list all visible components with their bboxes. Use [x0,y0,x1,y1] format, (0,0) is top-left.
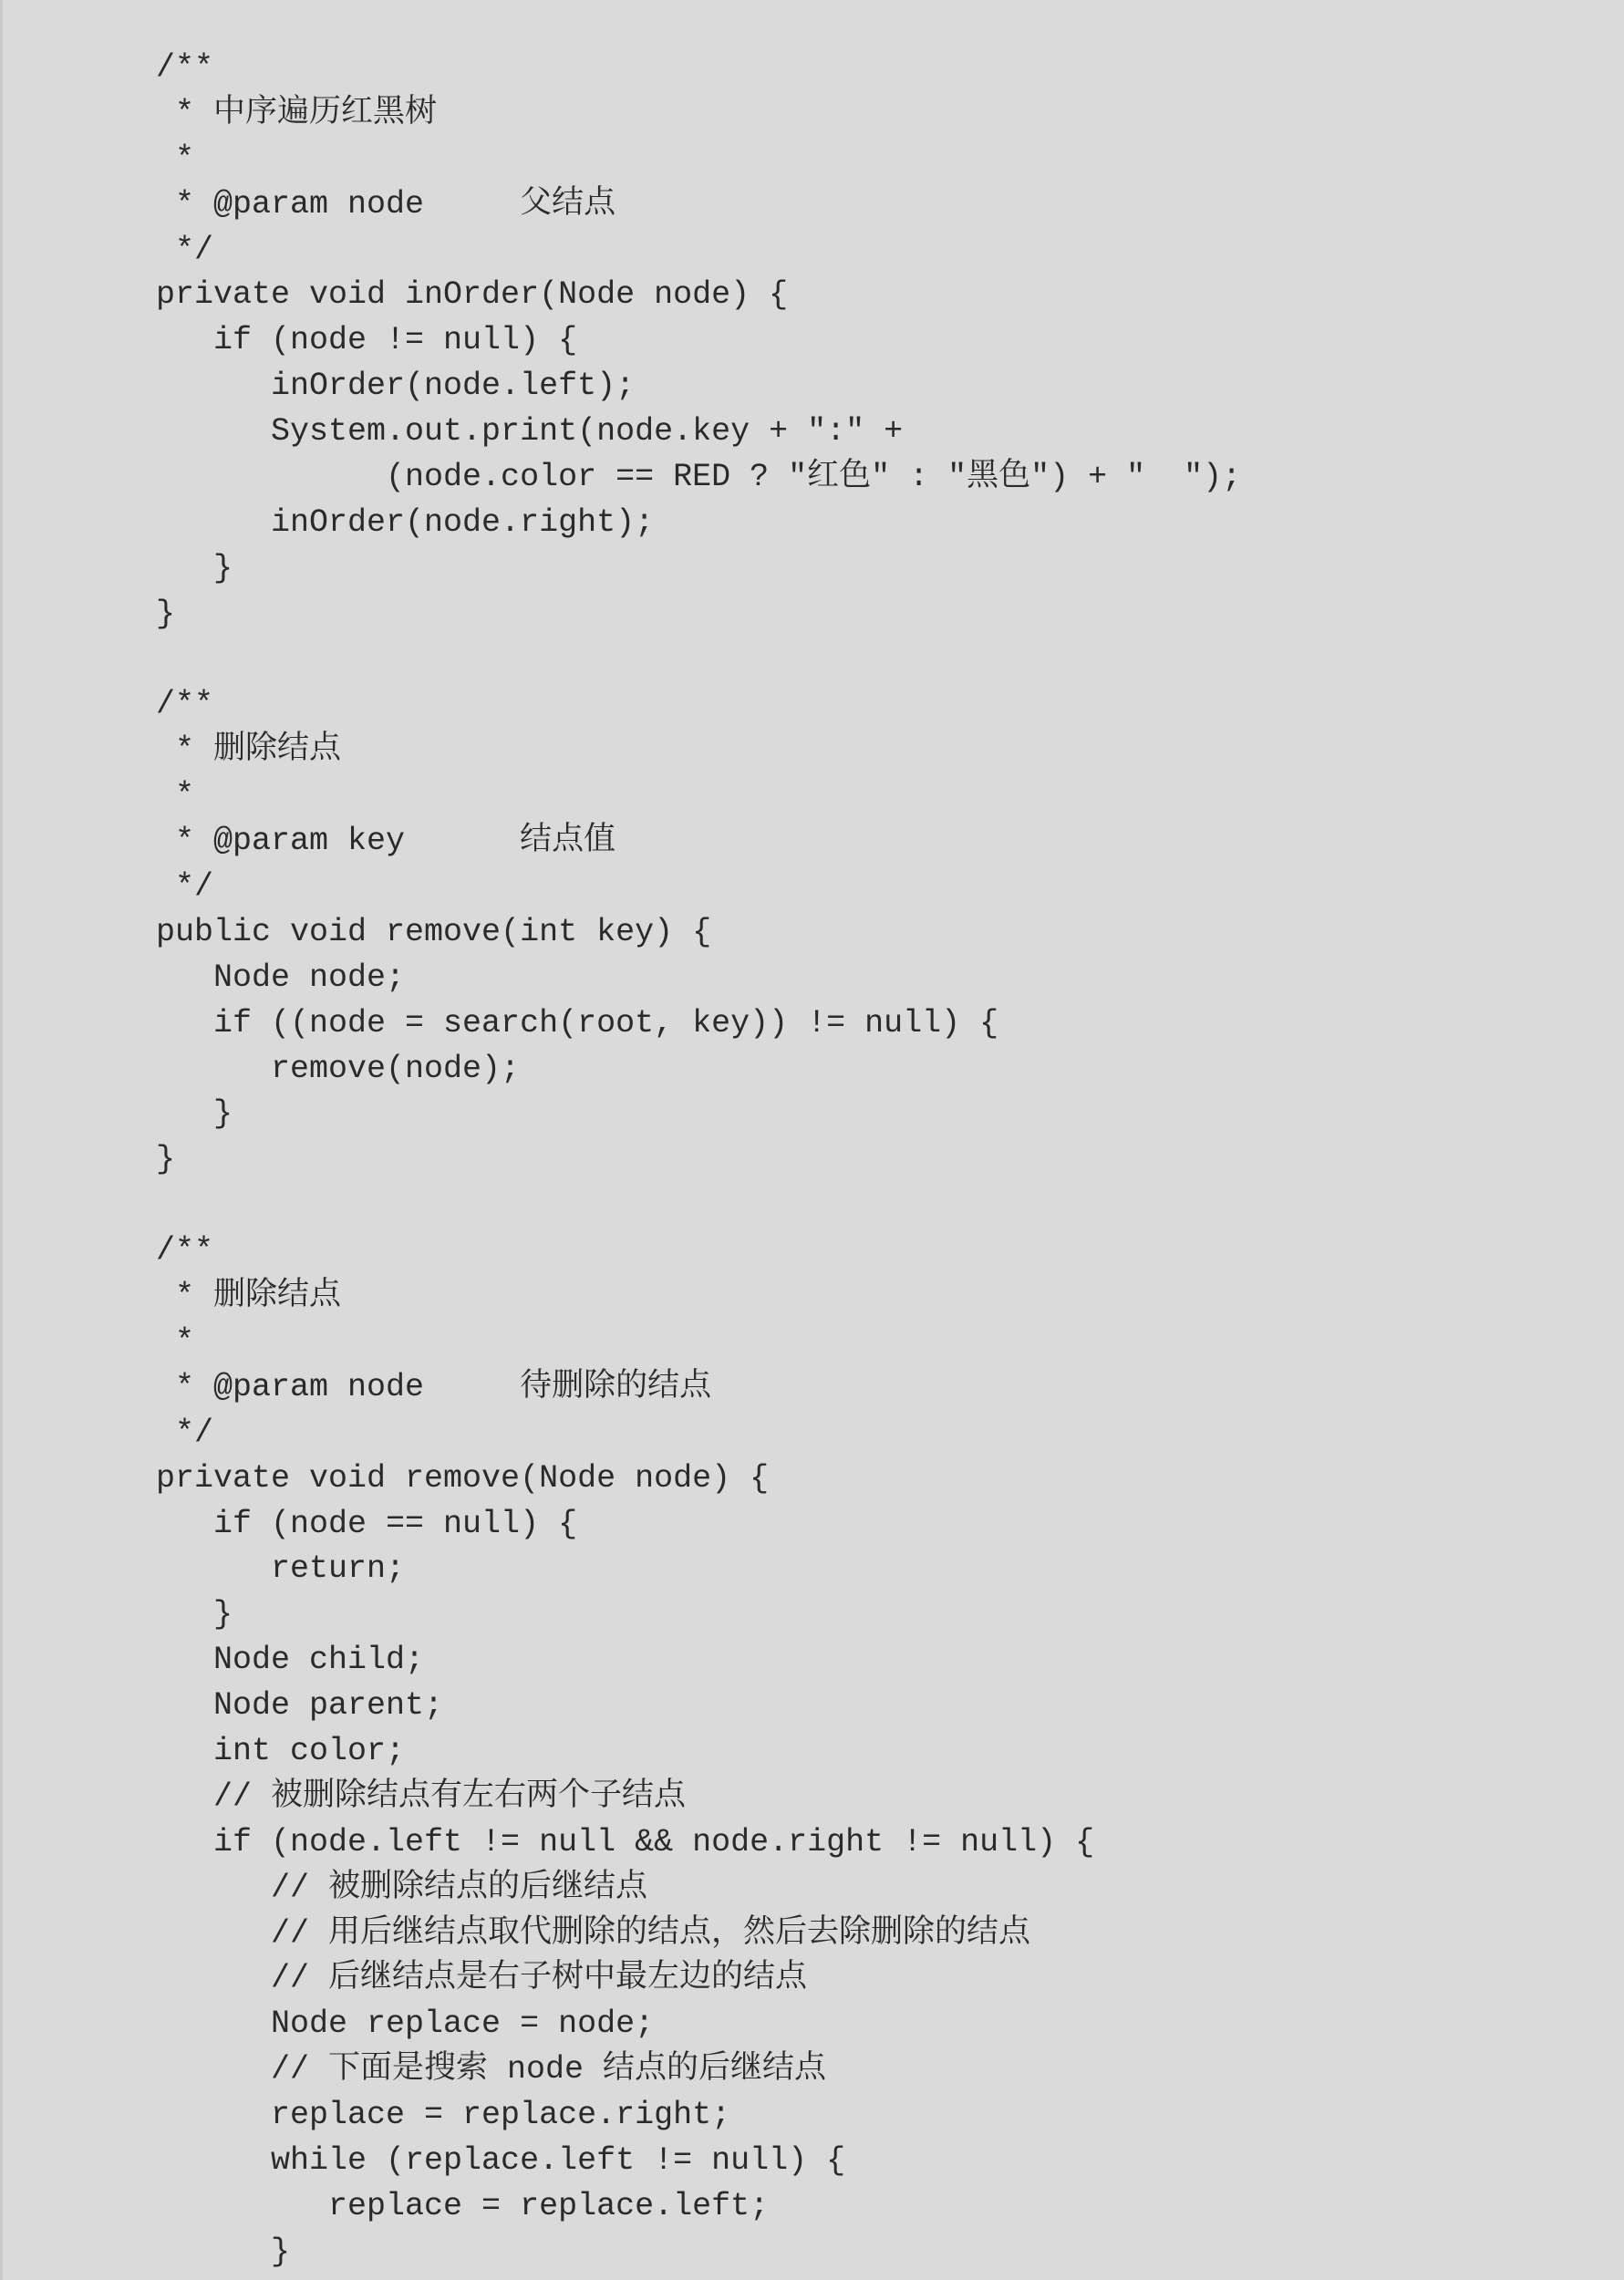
code-line: if (node.left != null && node.right != null) { [156,1823,1095,1860]
code-line: */ [156,231,214,268]
code-line: * [156,777,195,814]
code-line: public void remove(int key) { [156,913,712,950]
code-line: int color; [156,1732,406,1769]
code-line: System.out.print(node.key + ":" + [156,413,904,451]
code-line: inOrder(node.right); [156,503,655,541]
code-line [156,1183,1241,1228]
code-line: } [156,549,233,586]
code-line: } [156,1141,176,1178]
code-line: private void remove(Node node) { [156,1459,770,1497]
code-line: private void inOrder(Node node) { [156,276,789,314]
code-line: while (replace.left != null) { [156,2141,846,2179]
code-line [156,637,1241,683]
code-listing [156,46,1241,2275]
code-line: Node node; [156,959,406,996]
code-line: * @param node 父结点 [156,185,616,223]
code-line: * 删除结点 [156,1278,342,1315]
code-line: * 删除结点 [156,731,342,769]
code-line: Node replace = node; [156,2005,655,2043]
code-line: return; [156,1550,406,1588]
code-line: // 用后继结点取代删除的结点，然后去除删除的结点 [156,1914,1031,1952]
code-line: * @param node 待删除的结点 [156,1368,712,1405]
code-line: * [156,140,195,177]
code-line: // 被删除结点的后继结点 [156,1869,648,1906]
code-line: remove(node); [156,1050,521,1087]
code-line: Node parent; [156,1687,444,1725]
code-line: } [156,1596,233,1633]
code-line: if (node != null) { [156,322,578,359]
code-line: // 后继结点是右子树中最左边的结点 [156,1960,808,1997]
code-line: } [156,1095,233,1133]
code-line: } [156,2233,291,2270]
code-line: // 被删除结点有左右两个子结点 [156,1777,687,1815]
code-line: } [156,595,176,632]
code-line: inOrder(node.left); [156,368,636,405]
code-line: */ [156,1414,214,1451]
code-line: replace = replace.right; [156,2097,731,2134]
code-line: // 下面是搜索 node 结点的后继结点 [156,2051,827,2088]
code-line: Node child; [156,1642,425,1679]
code-line: if ((node = search(root, key)) != null) { [156,1004,999,1042]
code-line: * @param key 结点值 [156,823,616,860]
code-line: /** [156,49,214,86]
code-line: replace = replace.left; [156,2187,770,2224]
code-line: * 中序遍历红黑树 [156,94,438,131]
code-line: * [156,1322,195,1360]
code-line: /** [156,686,214,723]
code-line: /** [156,1232,214,1270]
code-line: */ [156,868,214,906]
code-line: (node.color == RED ? "红色" : "黑色") + " "); [156,459,1242,496]
code-line: if (node == null) { [156,1505,578,1542]
